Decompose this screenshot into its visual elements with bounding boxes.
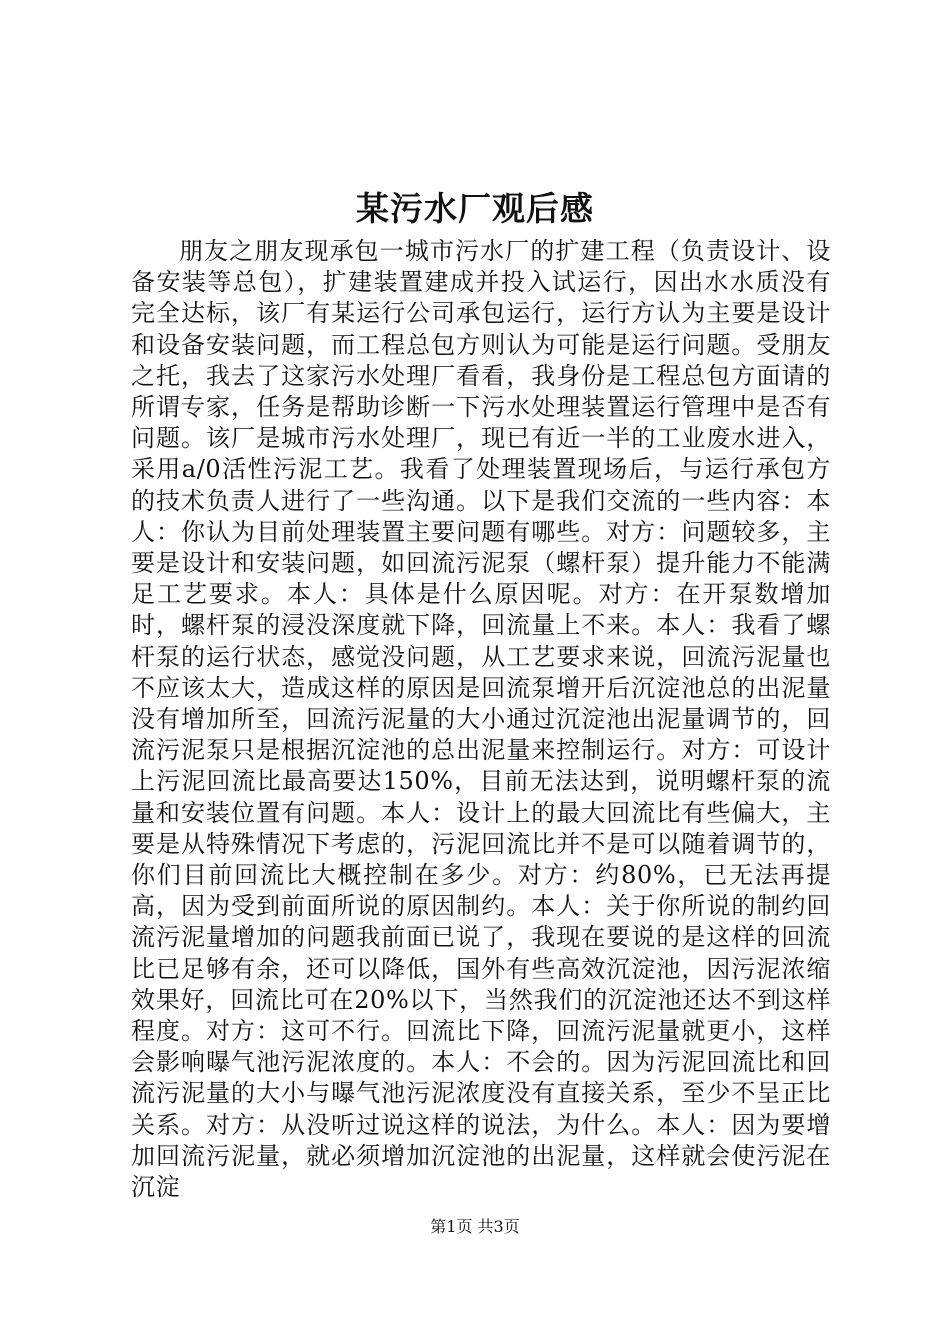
document-title: 某污水厂观后感: [356, 189, 594, 228]
page-footer-pagination: 第1页 共3页: [430, 1217, 520, 1236]
document-body-paragraph: 朋友之朋友现承包一城市污水厂的扩建工程（负责设计、设备安装等总包），扩建装置建成并投入试运行，因出水水质没有完全达标，该厂有某运行公司承包运行，运行方认为主要是设计和设备安装问题，而工程总包方则认为可能是运行问题。受朋友之托，我去了这家污水处理厂看看，我身份是工程总包方面请的所谓专家，任务是帮助诊断一下污水处理装置运行管理中是否有问题。该厂是城市污水处理厂，现已有近一半的工业废水进入，采用a/0活性污泥工艺。我看了处理装置现场后，与运行承包方的技术负责人进行了一些沟通。以下是我们交流的一些内容：本人：你认为目前处理装置主要问题有哪些。对方：问题较多，主要是设计和安装问题，如回流污泥泵（螺杆泵）提升能力不能满足工艺要求。本人：具体是什么原因呢。对方：在开泵数增加时，螺杆泵的浸没深度就下降，回流量上不来。本人：我看了螺杆泵的运行状态，感觉没问题，从工艺要求来说，回流污泥量也不应该太大，造成这样的原因是回流泵增开后沉淀池总的出泥量没有增加所至，回流污泥量的大小通过沉淀池出泥量调节的，回流污泥泵只是根据沉淀池的总出泥量来控制运行。对方：可设计上污泥回流比最高要达150%，目前无法达到，说明螺杆泵的流量和安装位置有问题。本人：设计上的最大回流比有些偏大，主要是从特殊情况下考虑的，污泥回流比并不是可以随着调节的，你们目前回流比大概控制在多少。对方：约80%，已无法再提高，因为受到前面所说的原因制约。本人：关于你所说的制约回流污泥量增加的问题我前面已说了，我现在要说的是这样的回流比已足够有余，还可以降低，国外有些高效沉淀池，因污泥浓缩效果好，回流比可在20%以下，当然我们的沉淀池还达不到这样程度。对方：这可不行。回流比下降，回流污泥量就更小，这样会影响曝气池污泥浓度的。本人：不会的。因为污泥回流比和回流污泥量的大小与曝气池污泥浓度没有直接关系，至少不呈正比关系。对方：从没听过说这样的说法，为什么。本人：因为要增加回流污泥量，就必须增加沉淀池的出泥量，这样就会使污泥在沉淀: [131, 237, 831, 1202]
